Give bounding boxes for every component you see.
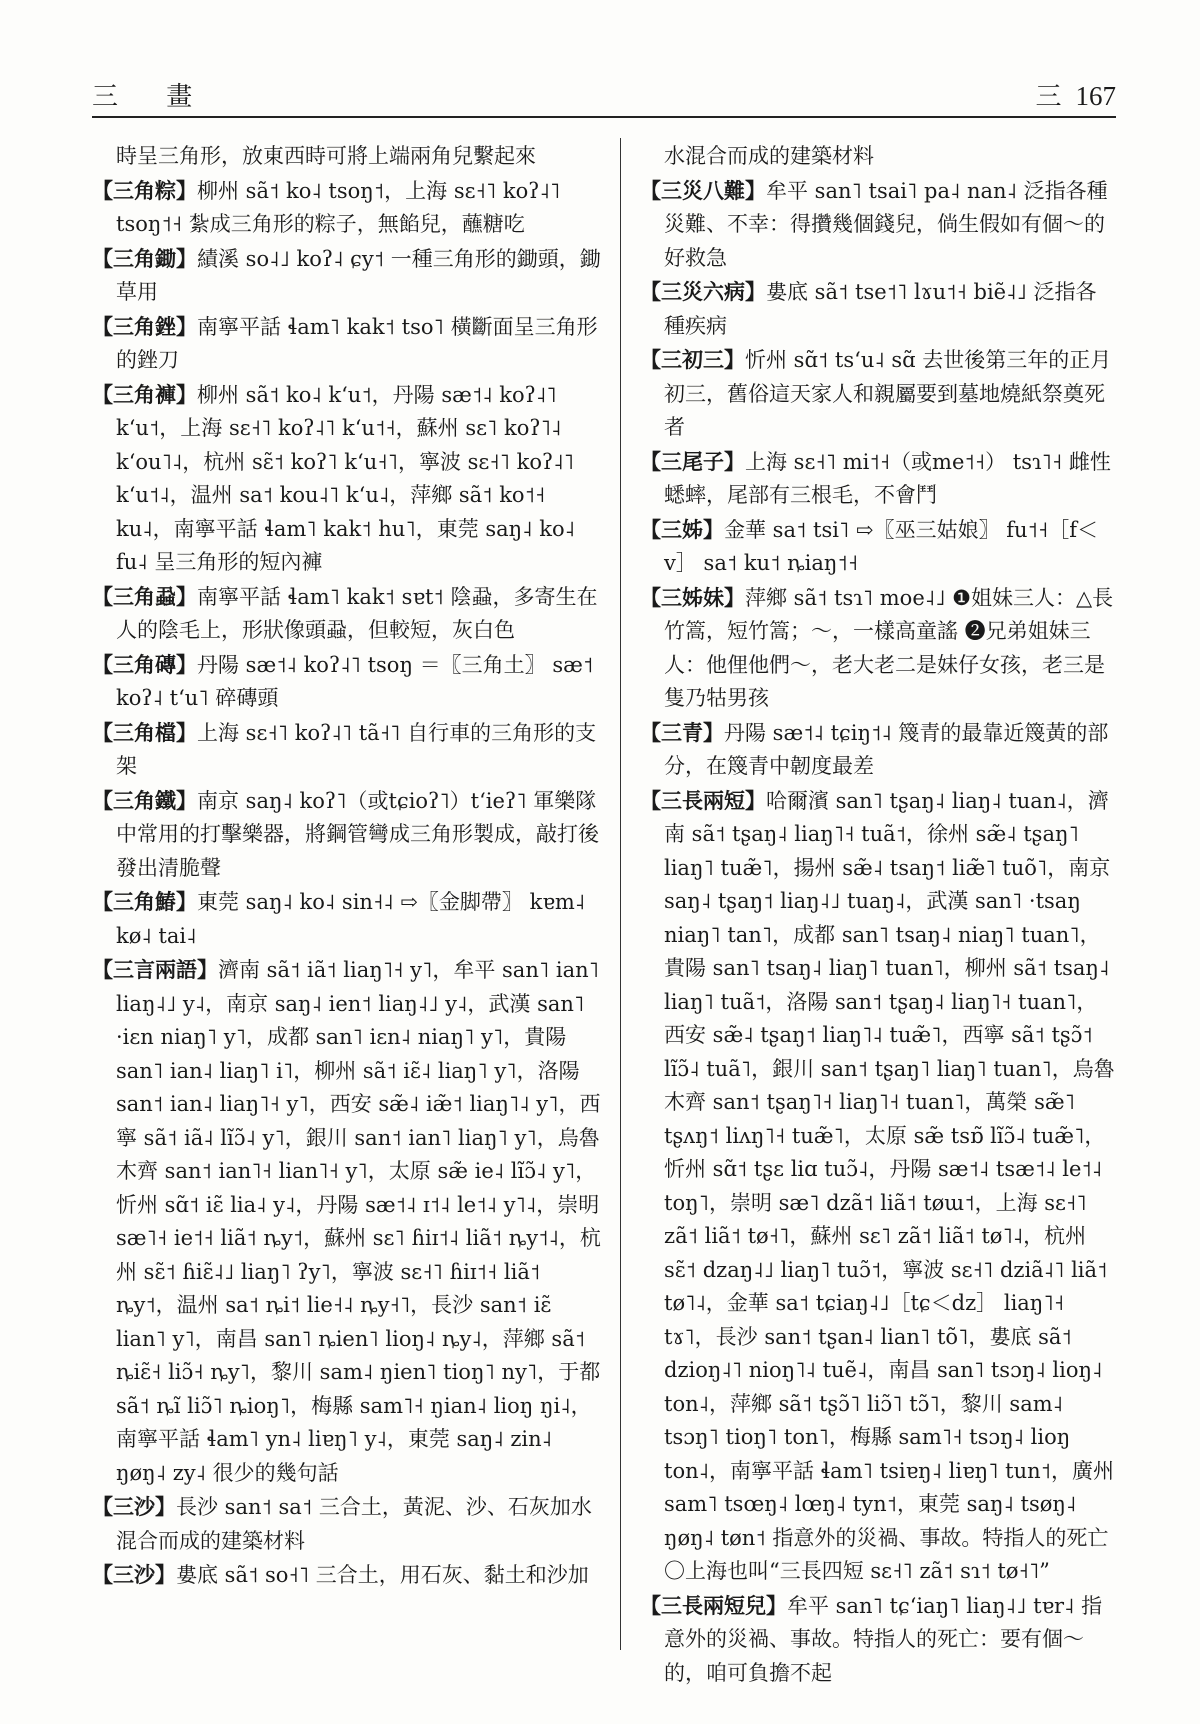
left-column	[92, 140, 602, 1593]
entry-definition: 丹陽 sæ˦˨ tɕiŋ˦˨ 篾青的最靠近篾黃的部分，在篾青中韌度最差	[664, 720, 1109, 778]
dictionary-entry	[92, 174, 602, 242]
entry-definition: 哈爾濱 san˥ tʂaŋ˨ liaŋ˨ tuan˨，濟南 sã˦ tʂaŋ˨ liaŋ˥˧ tuã˦，徐州 sæ̃˨ tʂaŋ˥ liaŋ˥ tuæ̃˥，揚州 sæ̃˨ tsaŋ˦ liæ̃˥ tuõ˥，南京 saŋ˨ tʂaŋ˦ liaŋ˨˩ tuaŋ˨，武漢 san˥ ·tsaŋ niaŋ˥ tan˥，成都 san˥ tsaŋ˨ niaŋ˥ tuan˥，貴陽 san˥ tsaŋ˨ liaŋ˥ tuan˥，柳州 sã˦ tsaŋ˨ liaŋ˥ tuã˦，洛陽 san˦ tʂaŋ˨ liaŋ˥˧ tuan˥，西安 sæ̃˨ tʂaŋ˦ liaŋ˥˨ tuæ̃˥，西寧 sã˦ tʂɔ̃˦ lĩɔ̃˨ tuã˥，銀川 san˦ tʂaŋ˥ liaŋ˥ tuan˥，烏魯木齊 san˦ tʂaŋ˥˧ liaŋ˥˧ tuan˥，萬榮 sæ̃˥ tʂʌŋ˦ liʌŋ˥˧ tuæ̃˥，太原 sæ̃ tsɒ̃ lĩɔ̃˨ tuæ̃˥，忻州 sɑ̃˦ tʂɛ liɑ tuɔ̃˨，丹陽 sæ˦˨ tsæ˦˨ le˦˨ toŋ˥，崇明 sæ˥ dzã˦ liã˦ tøɯ˦，上海 sɛ˧˥ zã˦ liã˦ tø˧˥，蘇州 sɛ˥ zã˦ liã˦ tø˥˨，杭州 sɛ̃˦ dzaŋ˨˩ liaŋ˥ tuɔ̃˦，寧波 sɛ˧˥ dziã˨˥ liã˦ tø˥˨，金華 sa˦ tɕiaŋ˨˩［tɕ＜dz］ liaŋ˥˧ tɤ˥，長沙 san˦ tʂan˨ lian˥ tõ˥，婁底 sã˦ dzioŋ˨˥ nioŋ˥˨ tuẽ˨，南昌 san˥ tsɔŋ˨ lioŋ˨ ton˨，萍鄉 sã˦ tʂɔ̃˥ liɔ̃˥ tɔ̃˥，黎川 sam˨ tsɔŋ˥ tioŋ˥ ton˥，梅縣 sam˥˧ tsɔŋ˨ lioŋ ton˨，南寧平話 ɬam˥ tsiɐŋ˨ liɐŋ˥ tun˦，廣州 sam˥ tsœŋ˨ lœŋ˨ tyn˦，東莞 saŋ˨ tsøŋ˨ ŋøŋ˨ tøn˦ 指意外的災禍、事故。特指人的死亡 〇上海也叫“三長四短 sɛ˧˥ zã˦ sɿ˦ tø˧˥”	[664, 788, 1115, 1583]
entry-headword: 【三初三】	[640, 347, 745, 372]
entry-definition: 柳州 sã˦ ko˨ tsoŋ˦，上海 sɛ˧˥ koʔ˨˥ tsoŋ˦˧ 紮成三角形的粽子，無餡兒，蘸糖吃	[116, 178, 561, 236]
dictionary-entry	[640, 513, 1116, 581]
entry-definition: 柳州 sã˦ ko˨ kʻu˦，丹陽 sæ˦˨ koʔ˨˥ kʻu˦，上海 sɛ˧˥ koʔ˨˥ kʻu˦˧，蘇州 sɛ˥ koʔ˥˨ kʻou˥˨，杭州 sɛ̃˦ koʔ˥ kʻu˧˥，寧波 sɛ˧˥ koʔ˨˥ kʻu˦˨，温州 sa˦ kou˨˥ kʻu˨，萍鄉 sã˦ ko˦˧ ku˨，南寧平話 ɬam˥ kak˦ hu˥，東莞 saŋ˨ ko˨ fu˨ 呈三角形的短內褲	[116, 382, 575, 574]
dictionary-entry	[92, 1490, 602, 1558]
entry-definition: 東莞 saŋ˨ ko˨ sin˧˨ ⇨〖金脚帶〗 kɐm˨ kø˨ tai˨	[116, 890, 586, 948]
entry-definition: 績溪 so˨˩ koʔ˨ ɕy˦ 一種三角形的鋤頭，鋤草用	[116, 246, 601, 304]
entry-headword: 【三災八難】	[640, 177, 766, 203]
entry-headword: 【三角銼】	[92, 313, 197, 339]
entry-headword: 【三青】	[640, 719, 724, 745]
entry-headword: 【三災六病】	[640, 279, 766, 304]
dictionary-entry	[92, 580, 602, 648]
entry-definition: 婁底 sã˦ so˧˥ 三合土，用石灰、黏土和沙加	[176, 1563, 589, 1587]
entry-definition: 忻州 sɑ̃˦ tsʻu˨ sɑ̃ 去世後第三年的正月初三，舊俗這天家人和親屬要到墓地燒紙祭奠死者	[664, 348, 1112, 439]
dictionary-entry	[640, 784, 1116, 1589]
dictionary-entry	[92, 953, 602, 1490]
right-column	[640, 140, 1116, 1690]
entry-headword: 【三姊】	[640, 516, 724, 542]
dictionary-entry	[640, 445, 1116, 513]
column-divider	[620, 138, 621, 1650]
entry-headword: 【三尾子】	[640, 448, 745, 474]
page-number: 167	[1075, 81, 1116, 111]
entry-definition: 南京 saŋ˨ koʔ˥（或tɕioʔ˥）tʻieʔ˥ 軍樂隊中常用的打擊樂器，將鋼管彎成三角形製成，敲打後發出清脆聲	[116, 788, 599, 880]
entry-headword: 【三角檔】	[92, 719, 197, 745]
entry-headword: 【三言兩語】	[92, 957, 218, 982]
dictionary-entry	[640, 275, 1116, 343]
entry-definition: 南寧平話 ɬam˥ kak˦ tso˥ 橫斷面呈三角形的銼刀	[116, 314, 598, 372]
dictionary-entry	[640, 1589, 1116, 1691]
entry-headword: 【三角鋤】	[92, 245, 197, 271]
entry-definition: 長沙 san˦ sa˦ 三合土，黃泥、沙、石灰加水混合而成的建築材料	[116, 1495, 592, 1553]
entry-headword: 【三角鐵】	[92, 787, 197, 813]
entry-definition: 上海 sɛ˧˥ koʔ˨˥ tã˧˥ 自行車的三角形的支架	[116, 720, 597, 778]
entry-continuation: 時呈三角形，放東西時可將上端兩角兒繫起來	[116, 144, 536, 168]
section-title: 三 畫	[92, 82, 213, 112]
entry-definition: 婁底 sã˦ tse˦˥ lɤu˦˧ biẽ˨˩ 泛指各種疾病	[664, 280, 1097, 338]
entry-definition: 濟南 sã˦ iã˦ liaŋ˥˧ y˥，牟平 san˥ ian˥ liaŋ˨˩ y˨，南京 saŋ˨ ien˦ liaŋ˨˩ y˨，武漢 san˥ ·iɛn niaŋ˥ y˥，成都 san˥ iɛn˨ niaŋ˥ y˥，貴陽 san˥ ian˨ liaŋ˥ i˥，柳州 sã˦ iɛ̃˨ liaŋ˥ y˥，洛陽 san˦ ian˨ liaŋ˥˧ y˥，西安 sæ̃˨ iæ̃˦ liaŋ˥˨ y˥，西寧 sã˦ iã˨ lĩɔ̃˨ y˥，銀川 san˦ ian˥ liaŋ˥ y˥，烏魯木齊 san˦ ian˥˧ lian˥˧ y˥，太原 sæ̃ ie˨ lĩɔ̃˨ y˥，忻州 sɑ̃˦ iɛ̃ lia˨ y˨，丹陽 sæ˦˨ ɪ˦˨ le˦˨ y˥˨，崇明 sæ˥˧ ie˦˧ liã˦ ȵy˦，蘇州 sɛ˥ ɦiɪ˦˨ liã˦ ȵy˦˨，杭州 sɛ̃˦ ɦiɛ̃˨˩ liaŋ˥ ʔy˥，寧波 sɛ˧˥ ɦiɪ˦˧ liã˦ ȵy˦，温州 sa˦ ȵi˦ lie˧˨ ȵy˧˥，長沙 san˦ iɛ̃ lian˥ y˥，南昌 san˥ ȵien˥ lioŋ˨ ȵy˨，萍鄉 sã˦ ȵiɛ̃˧ liɔ̃˧ ȵy˥，黎川 sam˨ ŋien˥ tioŋ˥ ny˥，于都 sã˦ ȵĩ liɔ̃˥ ȵioŋ˥，梅縣 sam˥˧ ŋian˨ lioŋ ŋi˨，南寧平話 ɬam˥ yn˨ liɐŋ˥ y˨，東莞 saŋ˨ zin˨ ŋøŋ˨ zy˨ 很少的幾句話	[116, 958, 601, 1485]
header-rule	[92, 116, 1116, 118]
entry-definition: 牟平 san˥ tɕʻiaŋ˥ liaŋ˨˩ tɐr˨ 指意外的災禍、事故。特指人的死亡：要有個～的，咱可負擔不起	[664, 1593, 1103, 1685]
dictionary-entry	[640, 716, 1116, 784]
entry-headword: 【三長兩短】	[640, 787, 766, 813]
dictionary-entry	[92, 885, 602, 953]
dictionary-entry	[92, 784, 602, 886]
page-header	[92, 76, 1116, 116]
entry-headword: 【三姊妹】	[640, 584, 745, 610]
entry-headword: 【三角鰆】	[92, 889, 197, 914]
entry-headword: 【三角褲】	[92, 381, 197, 407]
entry-definition: 丹陽 sæ˦˨ koʔ˨˥ tsoŋ ＝〖三角土〗 sæ˦ koʔ˨ tʻu˥ 碎磚頭	[116, 652, 594, 710]
dictionary-entry	[92, 648, 602, 716]
entry-definition: 金華 sa˦ tsi˥ ⇨〖巫三姑娘〗 fu˦˧［f＜v］ sa˦ ku˦ ȵiaŋ˦˧	[664, 517, 1099, 575]
entry-continuation: 水混合而成的建築材料	[664, 144, 874, 168]
entry-definition: 南寧平話 ɬam˥ kak˦ sɐt˦ 陰蝨，多寄生在人的陰毛上，形狀像頭蝨，但較短，灰白色	[116, 584, 598, 642]
dictionary-entry	[640, 581, 1116, 716]
entry-headword: 【三長兩短兒】	[640, 1592, 787, 1618]
header-char: 三	[1035, 82, 1062, 112]
entry-definition: 上海 sɛ˧˥ mi˦˧（或me˦˧） tsɿ˥˧ 雌性蟋蟀，尾部有三根毛，不會鬥	[664, 449, 1111, 507]
dictionary-entry	[92, 310, 602, 378]
dictionary-entry	[640, 174, 1116, 276]
dictionary-entry	[640, 343, 1116, 445]
dictionary-entry	[92, 1558, 602, 1593]
dictionary-entry	[92, 378, 602, 580]
entry-definition: 牟平 san˥ tsai˥ pa˨ nan˨ 泛指各種災難、不幸：得攢幾個錢兒，倘生假如有個～的好救急	[664, 178, 1108, 270]
entry-headword: 【三角蝨】	[92, 583, 197, 609]
dictionary-entry	[92, 716, 602, 784]
entry-headword: 【三沙】	[92, 1562, 176, 1587]
entry-headword: 【三角磚】	[92, 651, 197, 677]
dictionary-entry	[92, 242, 602, 310]
page-label	[1035, 76, 1116, 113]
entry-definition: 萍鄉 sã˦ tsɿ˥ moe˨˩ ❶姐妹三人：△長竹篙，短竹篙；～，一樣高童謠 ❷兄弟姐妹三人：他俚他們～，老大老二是妹仔女孩，老三是隻乃牯男孩	[664, 585, 1114, 710]
entry-headword: 【三沙】	[92, 1494, 176, 1519]
entry-headword: 【三角粽】	[92, 177, 197, 203]
